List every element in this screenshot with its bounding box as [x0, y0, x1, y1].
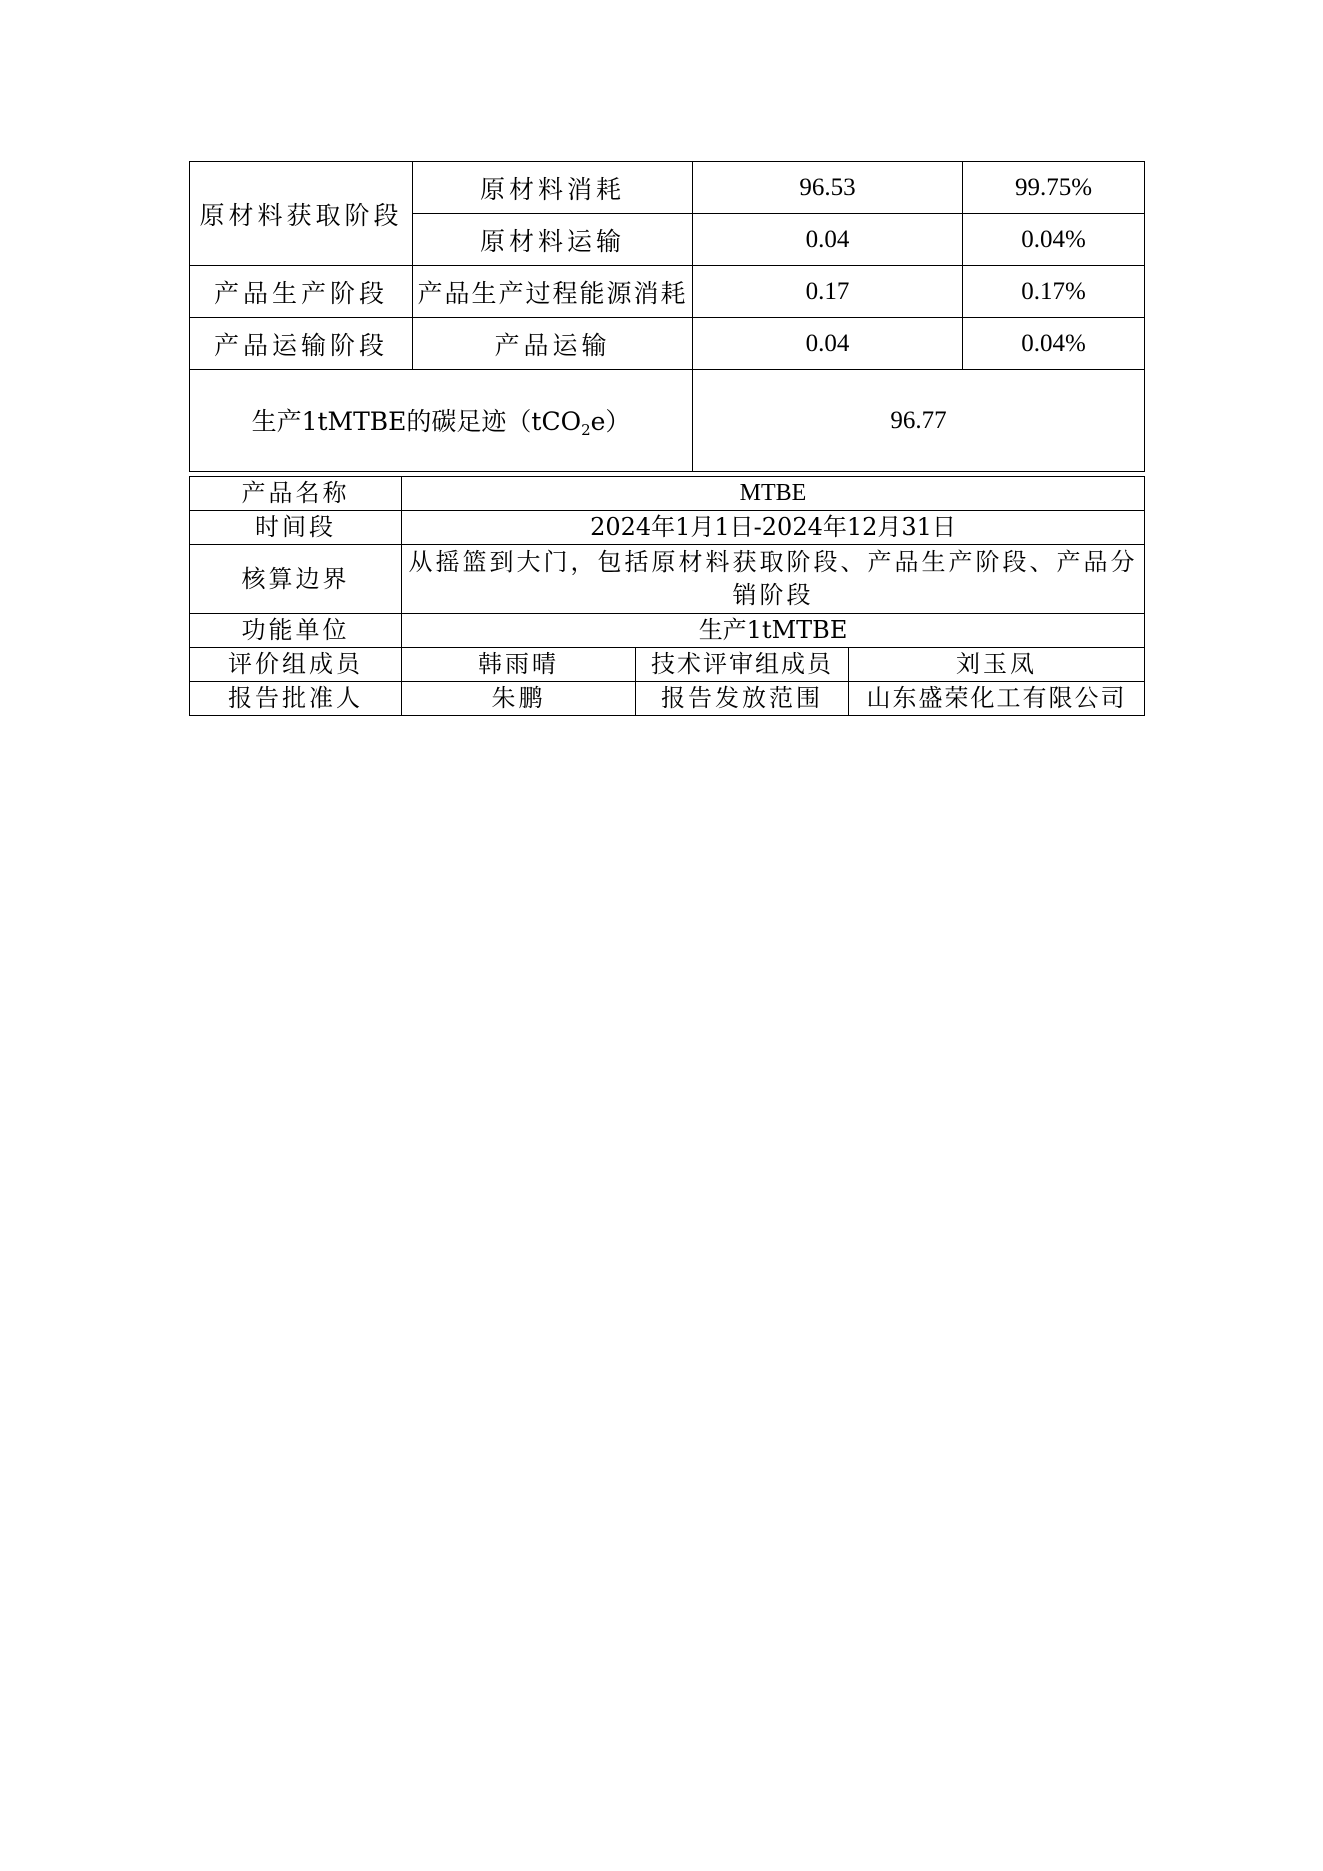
share-cell: 0.17% — [963, 266, 1145, 318]
reviewers-value: 刘玉凤 — [849, 648, 1145, 682]
value-cell: 0.04 — [693, 214, 963, 266]
table-row — [190, 545, 1145, 614]
reviewers-label: 技术评审组成员 — [636, 648, 849, 682]
boundary-label: 核算边界 — [190, 545, 402, 614]
stage-cell: 产品运输阶段 — [190, 318, 413, 370]
table-row — [190, 682, 1145, 716]
period-label: 时间段 — [190, 511, 402, 545]
item-cell: 原材料消耗 — [413, 162, 693, 214]
table-row — [190, 648, 1145, 682]
stage-cell: 产品生产阶段 — [190, 266, 413, 318]
evaluators-label: 评价组成员 — [190, 648, 402, 682]
stage-cell: 原材料获取阶段 — [190, 162, 413, 266]
total-label-subscript: 2 — [581, 421, 591, 439]
total-label-suffix: e） — [590, 407, 631, 436]
total-row — [190, 370, 1145, 472]
product-name-value: MTBE — [402, 477, 1145, 511]
scope-value: 山东盛荣化工有限公司 — [849, 682, 1145, 716]
total-label-prefix: 生产1tMTBE的碳足迹（tCO — [251, 407, 582, 436]
table-row — [190, 511, 1145, 545]
item-cell: 产品运输 — [413, 318, 693, 370]
value-cell: 96.53 — [693, 162, 963, 214]
item-cell: 原材料运输 — [413, 214, 693, 266]
table-row — [190, 477, 1145, 511]
functional-unit-label: 功能单位 — [190, 614, 402, 648]
table-row — [190, 614, 1145, 648]
table-row — [190, 318, 1145, 370]
value-cell: 0.04 — [693, 318, 963, 370]
table-row — [190, 162, 1145, 214]
scope-label: 报告发放范围 — [636, 682, 849, 716]
share-cell: 0.04% — [963, 214, 1145, 266]
value-cell: 0.17 — [693, 266, 963, 318]
carbon-footprint-table — [189, 161, 1145, 472]
report-info-table — [189, 476, 1145, 716]
share-cell: 99.75% — [963, 162, 1145, 214]
approver-value: 朱鹏 — [402, 682, 636, 716]
total-value-cell: 96.77 — [693, 370, 1145, 472]
table-row — [190, 266, 1145, 318]
boundary-value: 从摇篮到大门，包括原材料获取阶段、产品生产阶段、产品分销阶段 — [402, 545, 1145, 614]
item-cell: 产品生产过程能源消耗 — [413, 266, 693, 318]
total-label-cell — [190, 370, 693, 472]
functional-unit-value: 生产1tMTBE — [402, 614, 1145, 648]
period-value: 2024年1月1日-2024年12月31日 — [402, 511, 1145, 545]
share-cell: 0.04% — [963, 318, 1145, 370]
approver-label: 报告批准人 — [190, 682, 402, 716]
product-name-label: 产品名称 — [190, 477, 402, 511]
evaluators-value: 韩雨晴 — [402, 648, 636, 682]
